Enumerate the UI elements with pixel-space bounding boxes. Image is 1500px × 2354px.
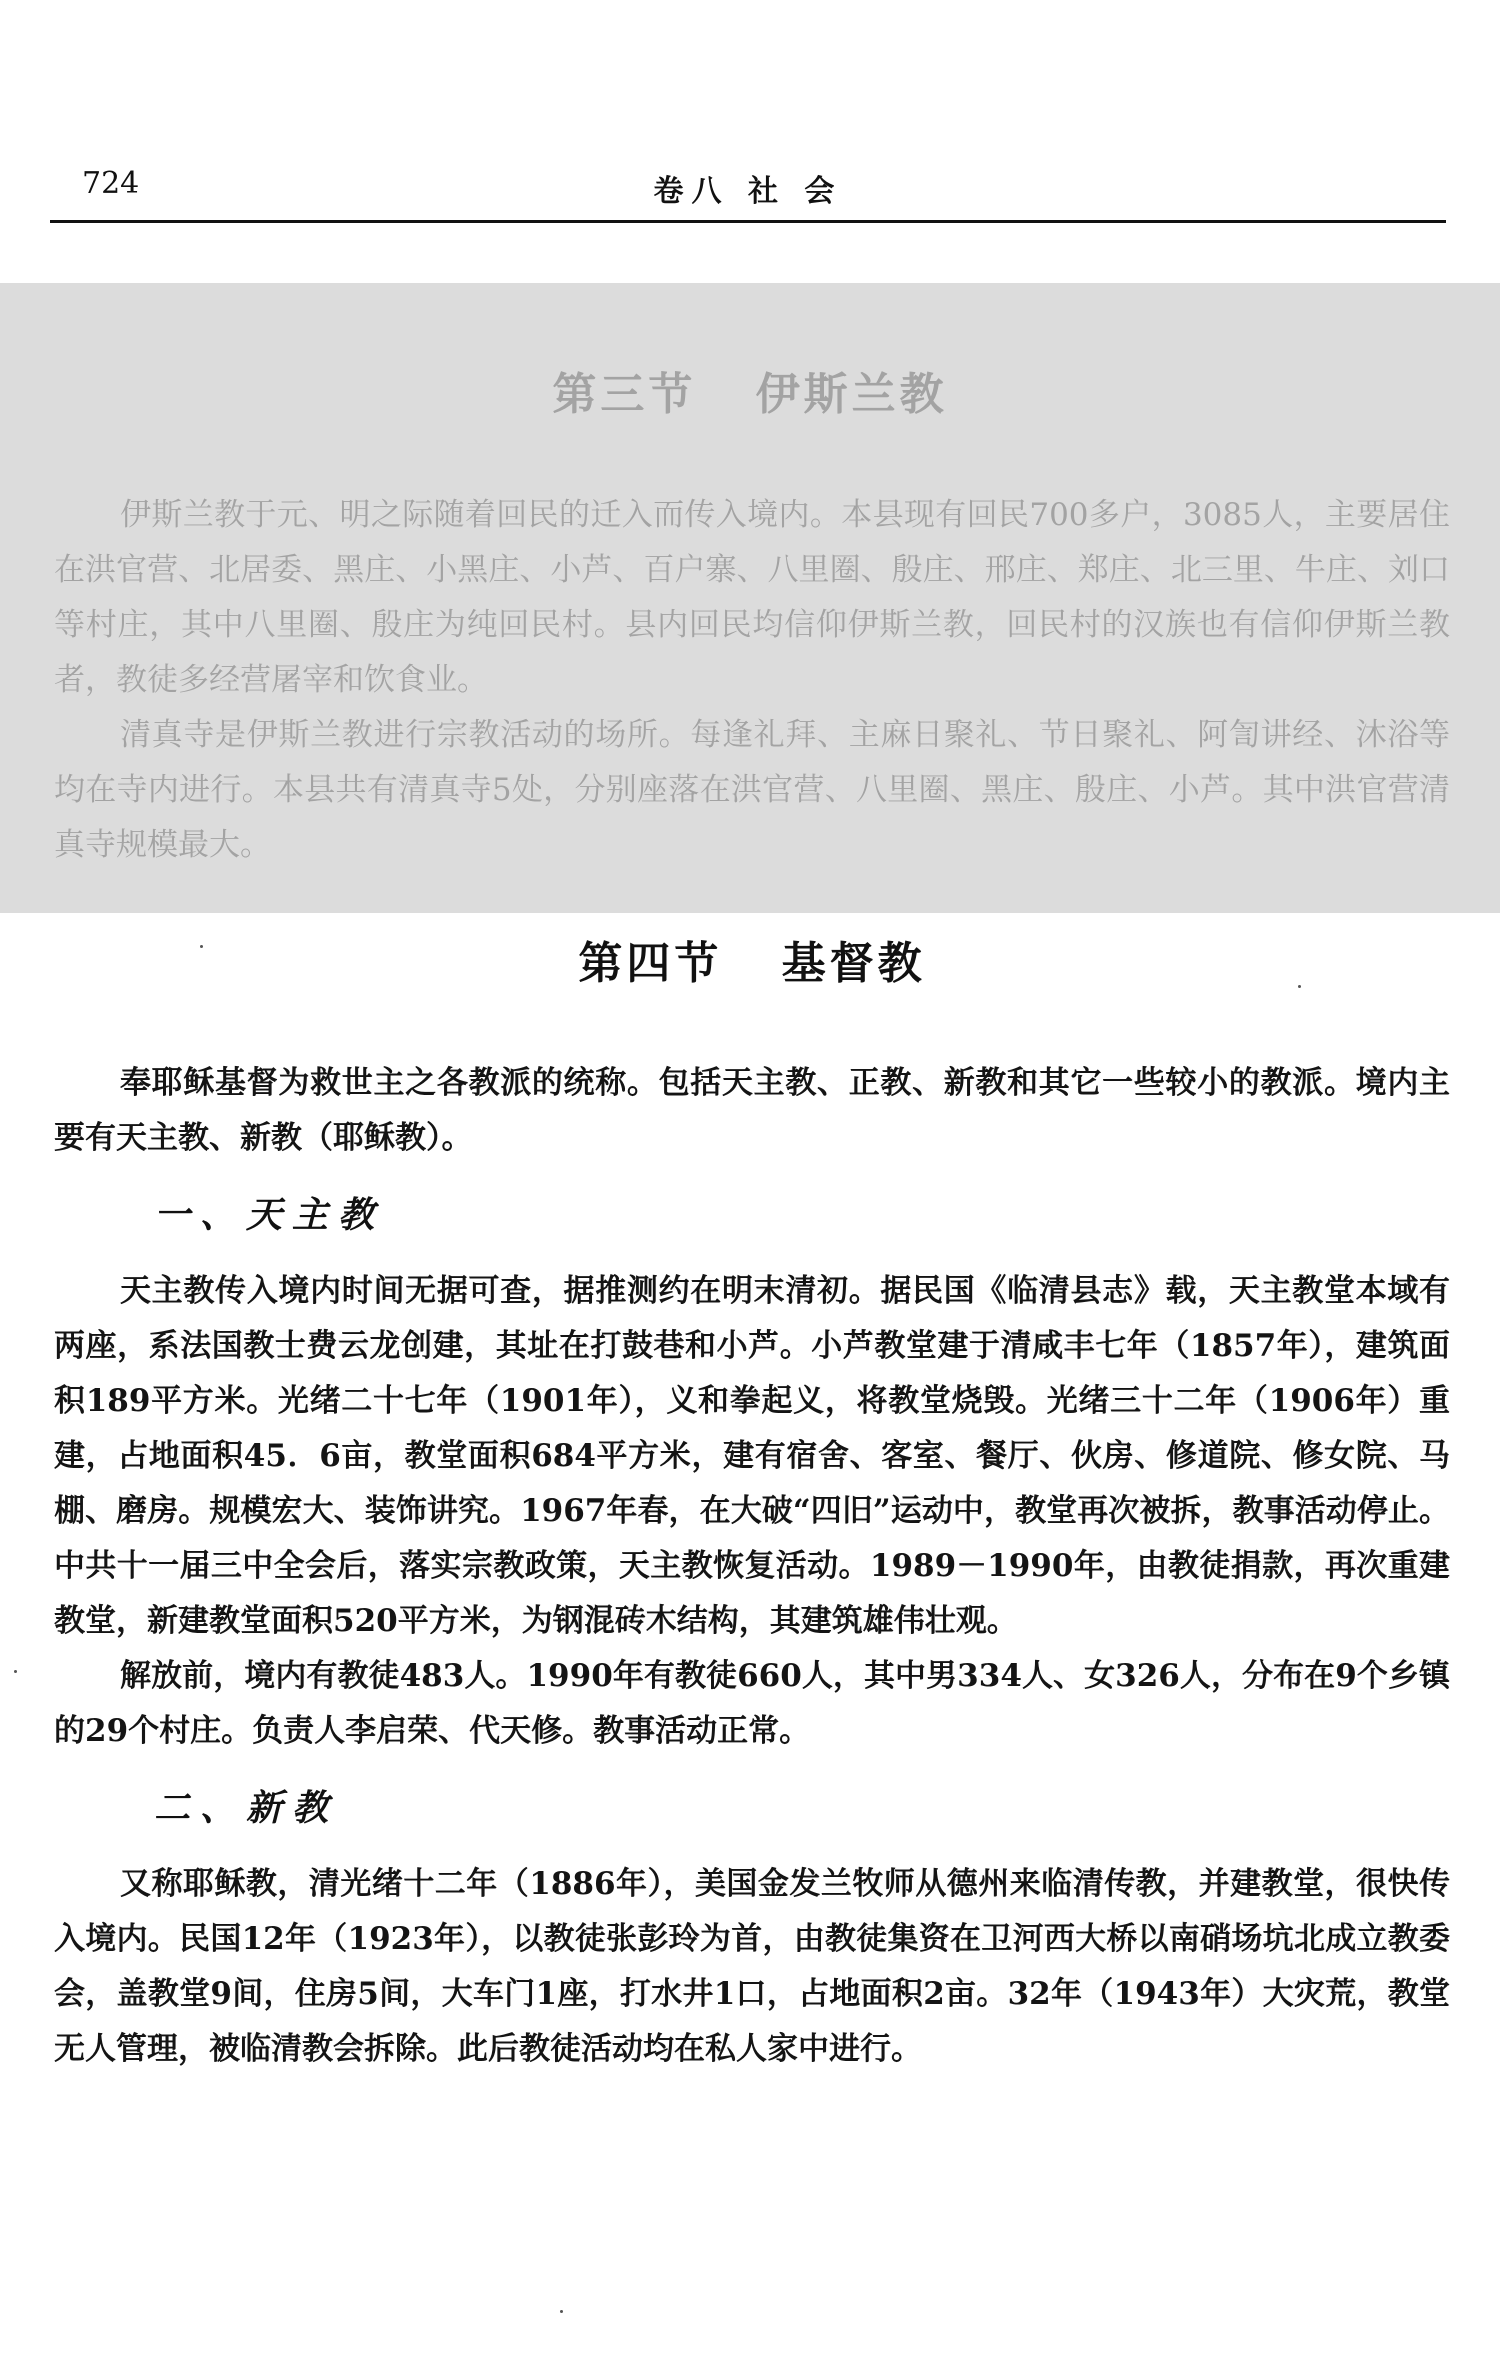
page-number: 724 xyxy=(82,166,140,201)
section-christianity xyxy=(54,928,1450,2077)
page-header xyxy=(50,160,1446,223)
scan-speck xyxy=(1298,985,1301,988)
scan-speck xyxy=(14,1670,17,1673)
section-title-islam: 第三节 伊斯兰教 xyxy=(552,369,948,420)
paragraph: 天主教传入境内时间无据可查，据推测约在明末清初。据民国《临清县志》载，天主教堂本域有两座，系法国教士费云龙创建，其址在打鼓巷和小芦。小芦教堂建于清咸丰七年（1857年），建筑面积189平方米。光绪二十七年（1901年），义和拳起义，将教堂烧毁。光绪三十二年（1906年）重建，占地面积45．6亩，教堂面积684平方米，建有宿舍、客室、餐厅、伙房、修道院、修女院、马棚、磨房。规模宏大、装饰讲究。1967年春，在大破“四旧”运动中，教堂再次被拆，教事活动停止。中共十一届三中全会后，落实宗教政策，天主教恢复活动。1989－1990年，由教徒捐款，再次重建教堂，新建教堂面积520平方米，为钢混砖木结构，其建筑雄伟壮观。 xyxy=(54,1273,1450,1639)
faded-section-body xyxy=(54,488,1450,873)
scan-speck xyxy=(560,2310,563,2313)
subheading-protestantism: 二、新教 xyxy=(154,1787,339,1829)
scan-speck xyxy=(200,945,203,948)
paragraph: 又称耶稣教，清光绪十二年（1886年），美国金发兰牧师从德州来临清传教，并建教堂，很快传入境内。民国12年（1923年），以教徒张彭玲为首，由教徒集资在卫河西大桥以南硝场坑北成立教委会，盖教堂9间，住房5间，大车门1座，打水井1口，占地面积2亩。32年（1943年）大灾荒，教堂无人管理，被临清教会拆除。此后教徒活动均在私人家中进行。 xyxy=(54,1866,1450,2067)
subheading-catholicism: 一、天主教 xyxy=(154,1194,385,1236)
faded-section-islam xyxy=(0,283,1500,913)
running-head: 卷八 社 会 xyxy=(653,174,843,209)
paragraph: 伊斯兰教于元、明之际随着回民的迁入而传入境内。本县现有回民700多户，3085人，主要居住在洪官营、北居委、黑庄、小黑庄、小芦、百户寨、八里圈、殷庄、邢庄、郑庄、北三里、牛庄、刘口等村庄，其中八里圈、殷庄为纯回民村。县内回民均信仰伊斯兰教，回民村的汉族也有信仰伊斯兰教者，教徒多经营屠宰和饮食业。 xyxy=(54,497,1450,698)
section-intro: 奉耶稣基督为救世主之各教派的统称。包括天主教、正教、新教和其它一些较小的教派。境内主要有天主教、新教（耶稣教）。 xyxy=(54,1065,1450,1156)
paragraph: 清真寺是伊斯兰教进行宗教活动的场所。每逢礼拜、主麻日聚礼、节日聚礼、阿訇讲经、沐浴等均在寺内进行。本县共有清真寺5处，分别座落在洪官营、八里圈、黑庄、殷庄、小芦。其中洪官营清真寺规模最大。 xyxy=(54,717,1450,863)
paragraph: 解放前，境内有教徒483人。1990年有教徒660人，其中男334人、女326人，分布在9个乡镇的29个村庄。负责人李启荣、代天修。教事活动正常。 xyxy=(54,1658,1450,1749)
section-title-christianity: 第四节 基督教 xyxy=(578,938,926,989)
